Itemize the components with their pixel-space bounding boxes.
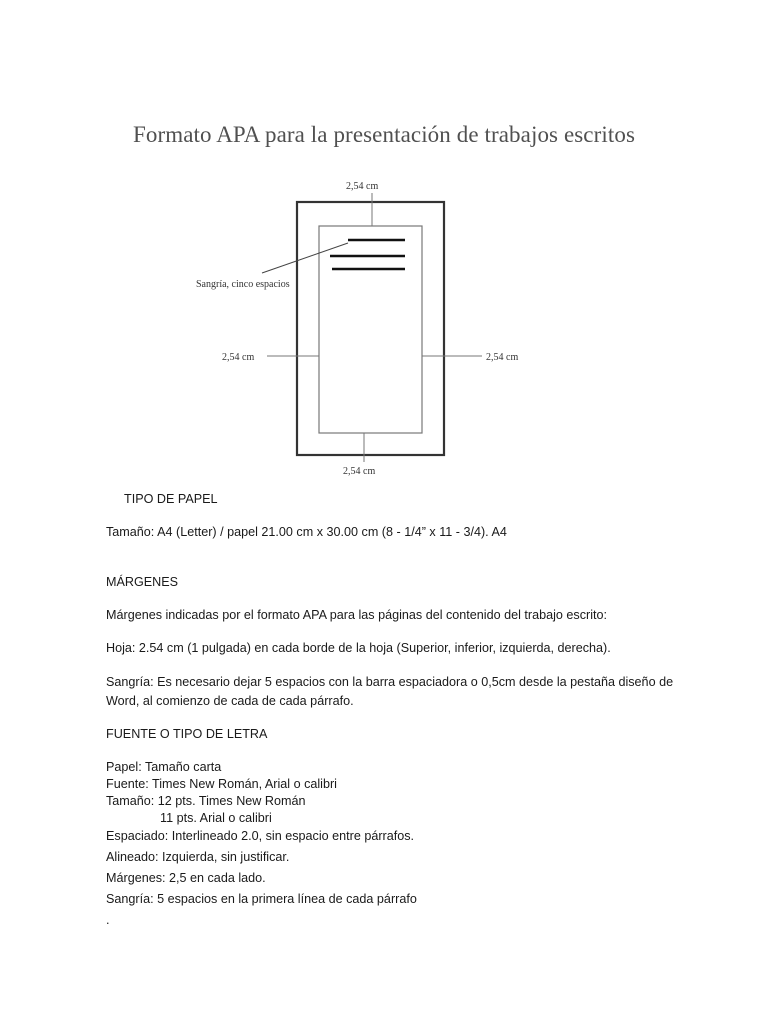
page-title: Formato APA para la presentación de trabajos escritos — [132, 122, 636, 147]
paper-type-heading: TIPO DE PAPEL — [124, 492, 218, 506]
summary-font: Fuente: Times New Román, Arial o calibri — [106, 777, 337, 791]
summary-align: Alineado: Izquierda, sin justificar. — [106, 850, 290, 864]
left-margin-label: 2,54 cm — [222, 352, 255, 363]
sheet-margin-text: Hoja: 2.54 cm (1 pulgada) en cada borde de la hoja (Superior, inferior, izquierda, derecha). — [106, 641, 611, 655]
margins-intro-text: Márgenes indicadas por el formato APA para las páginas del contenido del trabajo escrito: — [106, 608, 608, 622]
margins-heading: MÁRGENES — [106, 575, 179, 589]
summary-size-alt: 11 pts. Arial o calibri — [160, 811, 272, 825]
summary-spacing: Espaciado: Interlineado 2.0, sin espacio entre párrafos. — [106, 829, 415, 843]
summary-indent: Sangría: 5 espacios en la primera línea de cada párrafo — [106, 892, 417, 906]
bottom-margin-label: 2,54 cm — [343, 466, 376, 477]
indent-text-line-1: Sangría: Es necesario dejar 5 espacios con la barra espaciadora o 0,5cm desde la pestaña diseño de — [106, 675, 674, 689]
margin-diagram — [0, 0, 768, 500]
trailing-period: . — [106, 913, 110, 927]
right-margin-label: 2,54 cm — [486, 352, 519, 363]
font-heading: FUENTE O TIPO DE LETRA — [106, 727, 268, 741]
top-margin-label: 2,54 cm — [346, 181, 379, 192]
indent-label: Sangría, cinco espacios — [196, 279, 290, 290]
summary-size: Tamaño: 12 pts. Times New Román — [106, 794, 306, 808]
paper-size-text: Tamaño: A4 (Letter) / papel 21.00 cm x 30.00 cm (8 - 1/4” x 11 - 3/4). A4 — [106, 525, 507, 539]
summary-paper: Papel: Tamaño carta — [106, 760, 222, 774]
summary-margins: Márgenes: 2,5 en cada lado. — [106, 871, 266, 885]
indent-text-line-2: Word, al comienzo de cada de cada párrafo. — [106, 694, 354, 708]
